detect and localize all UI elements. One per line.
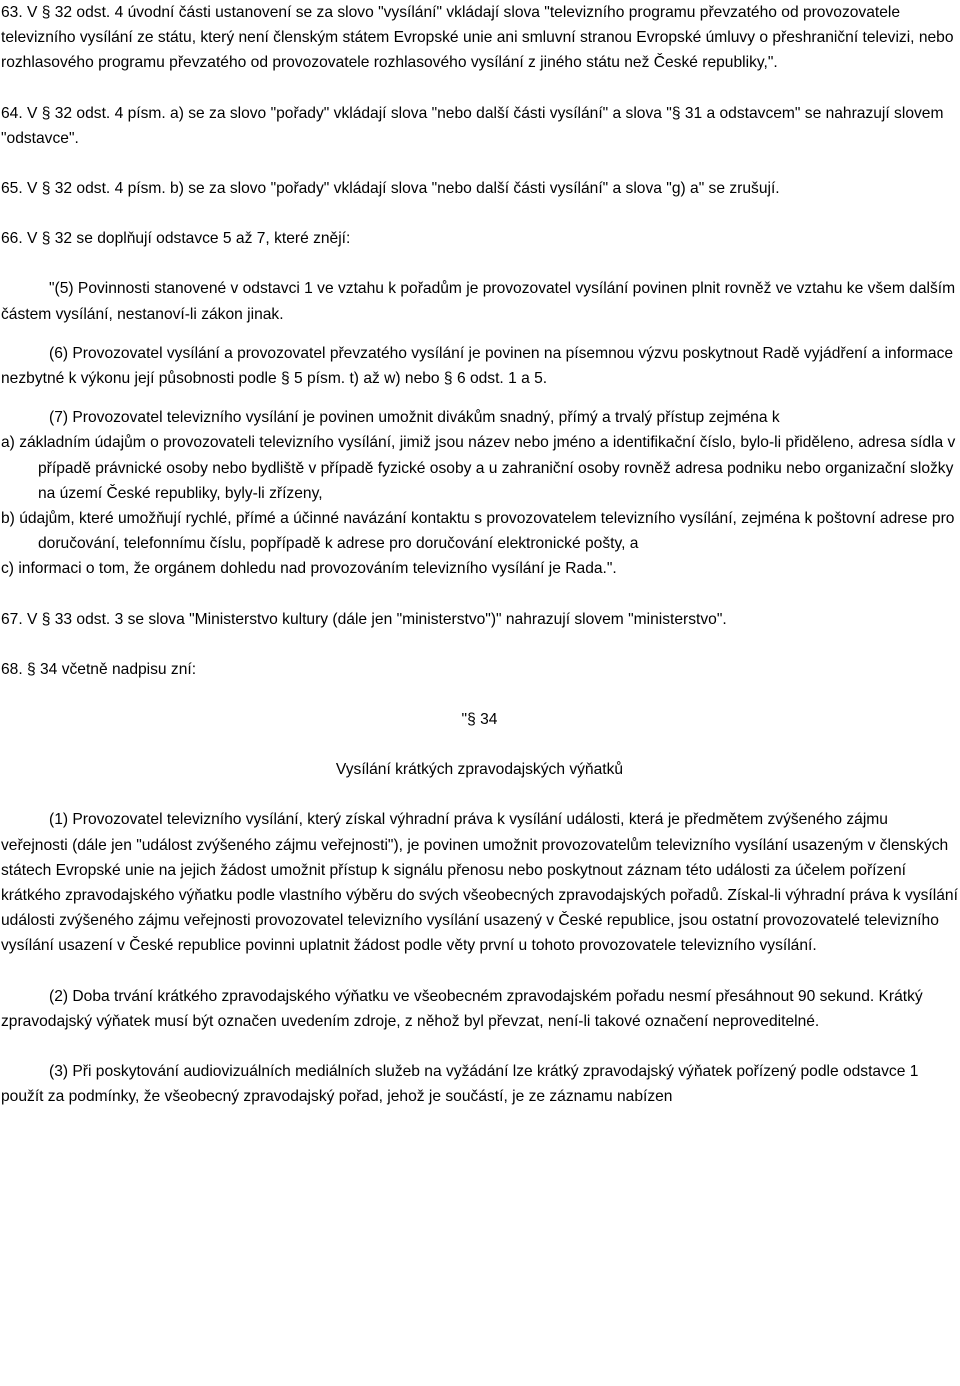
item-63: 63. V § 32 odst. 4 úvodní části ustanovení se za slovo "vysílání" vkládají slova "televizního programu převzatého od provozovatele televizního vysílání ze státu, který není členským státem Evropské unie ani smluvní stranou Evropské úmluvy o přeshraniční televizi, nebo rozhlasového programu převzatého od provozovatele rozhlasového vysílání z jiného státu než České republiky,". [1, 4, 954, 72]
paragraph-5: "(5) Povinnosti stanovené v odstavci 1 ve vztahu k pořadům je provozovatel vysílání povinen plnit rovněž ve vztahu ke všem dalším částem vysílání, nestanoví-li zákon jinak. [1, 280, 956, 323]
list-item-c: c) informaci o tom, že orgánem dohledu nad provozováním televizního vysílání je Rada.". [1, 560, 617, 578]
section-34-number: "§ 34 [461, 711, 498, 729]
item-68: 68. § 34 včetně nadpisu zní: [1, 660, 197, 678]
item-66: 66. V § 32 se doplňují odstavce 5 až 7, které znějí: [1, 230, 351, 248]
section-34-paragraph-2: (2) Doba trvání krátkého zpravodajského výňatku ve všeobecném zpravodajském pořadu nesmí přesáhnout 90 sekund. Krátký zpravodajský výňatek musí být označen uvedením zdroje, z něhož byl převzat, není-li takové označení neproveditelné. [1, 987, 923, 1030]
paragraph-7: (7) Provozovatel televizního vysílání je povinen umožnit divákům snadný, přímý a trvalý přístup zejména k [49, 409, 780, 427]
section-34-title: Vysílání krátkých zpravodajských výňatků [335, 761, 624, 779]
item-65: 65. V § 32 odst. 4 písm. b) se za slovo "pořady" vkládají slova "nebo další části vysílání" a slova "g) a" se zrušují. [1, 180, 780, 198]
list-item-b: b) údajům, které umožňují rychlé, přímé a účinné navázání kontaktu s provozovatelem televizního vysílání, zejména k poštovní adrese pro doručování, telefonnímu číslu, popřípadě k adrese pro doručování elektronické pošty, a [1, 510, 955, 553]
item-64: 64. V § 32 odst. 4 písm. a) se za slovo "pořady" vkládají slova "nebo další části vysílání" a slova "§ 31 a odstavcem" se nahrazují slovem "odstavce". [1, 104, 944, 147]
item-67: 67. V § 33 odst. 3 se slova "Ministerstvo kultury (dále jen "ministerstvo")" nahrazují slovem "ministerstvo". [1, 610, 727, 628]
paragraph-6: (6) Provozovatel vysílání a provozovatel převzatého vysílání je povinen na písemnou výzvu poskytnout Radě vyjádření a informace nezbytné k výkonu její působnosti podle § 5 písm. t) až w) nebo § 6 odst. 1 a 5. [1, 344, 954, 388]
section-34-paragraph-3: (3) Při poskytování audiovizuálních mediálních služeb na vyžádání lze krátký zpravodajský výňatek pořízený podle odstavce 1 použít za podmínky, že všeobecný zpravodajský pořad, jehož je součástí, je ze záznamu nabízen [1, 1063, 919, 1106]
list-item-a: a) základním údajům o provozovateli televizního vysílání, jimiž jsou název nebo jméno a identifikační číslo, bylo-li přiděleno, adresa sídla v případě právnické osoby nebo bydliště v případě fyzické osoby a u zahraniční osoby rovněž adresa podniku nebo organizační složky na území České republiky, byly-li zřízeny, [1, 434, 956, 502]
section-34-paragraph-1: (1) Provozovatel televizního vysílání, který získal výhradní práva k vysílání události, která je předmětem zvýšeného zájmu veřejnosti (dále jen "událost zvýšeného zájmu veřejnosti"), je povinen umožnit provozovatelům televizního vysílání usazeným v členských státech Evropské unie na jejich žádost umožnit přístup k signálu přenosu nebo poskytnout záznam této události za účelem pořízení krátkého zpravodajského výňatku podle vlastního výběru do svých všeobecných zpravodajských pořadů. Získal-li výhradní práva k vysílání události zvýšeného zájmu veřejnosti provozovatel televizního vysílání usazený v České republice, jsou ostatní provozovatelé televizního vysílání usazení v České republice povinni uplatnit žádost podle věty první u tohoto provozovatele televizního vysílání. [1, 811, 958, 955]
